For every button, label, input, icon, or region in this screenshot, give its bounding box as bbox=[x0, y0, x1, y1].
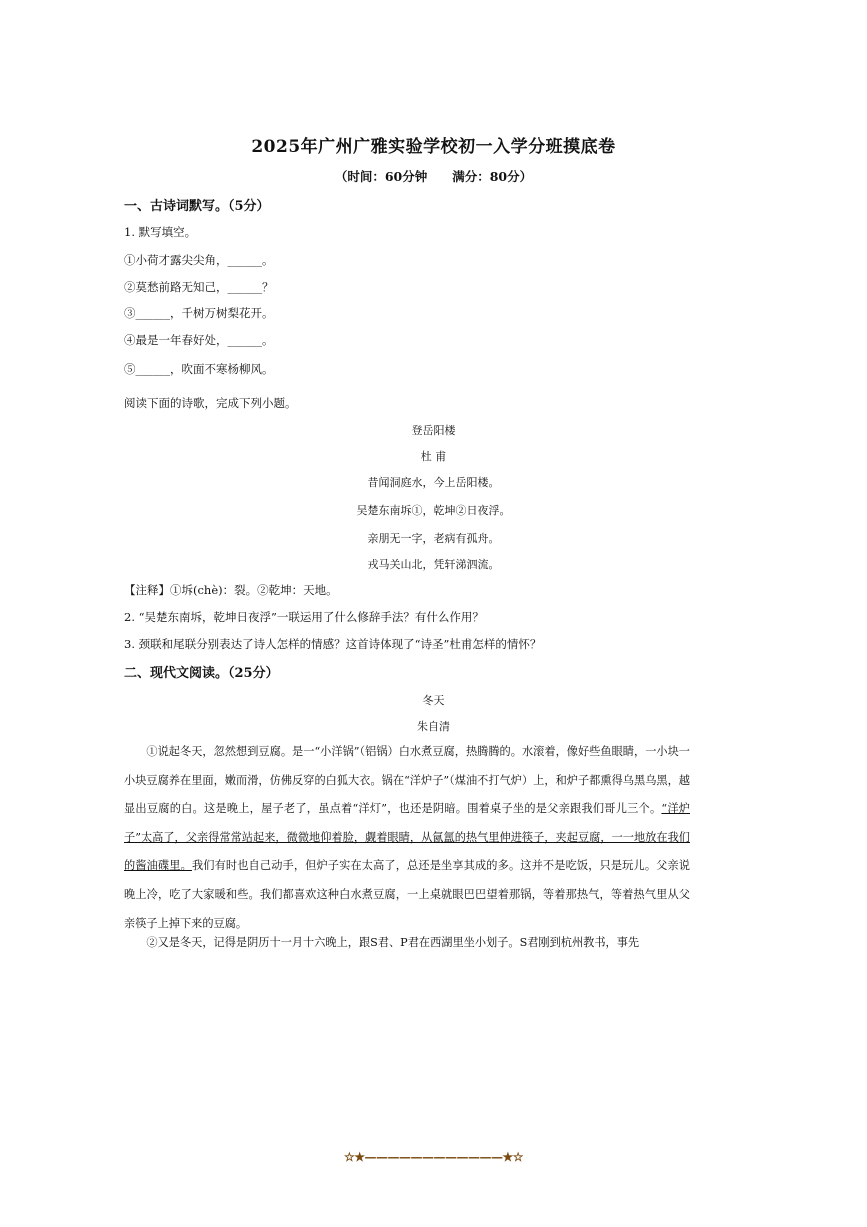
poem-note: 【注释】①坼(chè)：裂。②乾坤：天地。 bbox=[124, 583, 338, 597]
question-2: 2. “吴楚东南坼，乾坤日夜浮”一联运用了什么修辞手法？有什么作用？ bbox=[124, 610, 484, 624]
poem-line: 戎马关山北，凭轩涕泗流。 bbox=[367, 558, 500, 571]
blank-item: ①小荷才露尖尖角，______。 bbox=[124, 253, 274, 267]
poem-line: 吴楚东南坼①，乾坤②日夜浮。 bbox=[356, 504, 511, 517]
poem-line: 昔闻洞庭水，今上岳阳楼。 bbox=[367, 476, 500, 489]
paragraph-text: 我们有时也自己动手，但炉子实在太高了，总还是坐享其成的多。这并不是吃饭，只是玩儿。父亲说晚上冷，吃了大家暖和些。我们都喜欢这种白水煮豆腐，一上桌就眼巴巴望着那锅，等着那热气，等着热气里从父亲筷子上掉下来的豆腐。 bbox=[124, 859, 690, 930]
blank-item: ⑤______，吹面不寒杨柳风。 bbox=[124, 362, 274, 376]
poem-line: 亲朋无一字，老病有孤舟。 bbox=[367, 532, 500, 545]
footer-ornament: ☆★————————————★☆ bbox=[343, 1150, 524, 1164]
reading-instruction: 阅读下面的诗歌，完成下列小题。 bbox=[124, 396, 297, 410]
underlined-sentence: “洋炉子”太高了，父亲得常常站起来，微微地仰着脸，觑着眼睛，从氤氲的热气里伸进筷子，夹起豆腐，一一地放在我们的酱油碟里。 bbox=[124, 802, 690, 873]
exam-info: （时间：60分钟 满分：80分） bbox=[334, 169, 533, 184]
poem-author: 杜 甫 bbox=[420, 450, 447, 463]
essay-title: 冬天 bbox=[422, 694, 445, 707]
question-3: 3. 颈联和尾联分别表达了诗人怎样的情感？这首诗体现了“诗圣”杜甫怎样的情怀？ bbox=[124, 637, 542, 651]
blank-item: ③______，千树万树梨花开。 bbox=[124, 306, 274, 320]
blank-item: ④最是一年春好处，______。 bbox=[124, 333, 274, 347]
section-heading-reading: 二、现代文阅读。（25分） bbox=[124, 666, 279, 681]
question-1-label: 1. 默写填空。 bbox=[124, 225, 197, 239]
section-heading-poetry: 一、古诗词默写。（5分） bbox=[124, 199, 270, 214]
page-title: 2025年广州广雅实验学校初一入学分班摸底卷 bbox=[251, 137, 616, 157]
paragraph-text: ①说起冬天，忽然想到豆腐。是一“小洋锅”（铝锅）白水煮豆腐，热腾腾的。水滚着，像好些鱼眼睛，一小块一小块豆腐养在里面，嫩而滑，仿佛反穿的白狐大衣。锅在“洋炉子”（煤油不打气炉）上，和炉子都熏得乌黑乌黑，越显出豆腐的白。这是晚上，屋子老了，虽点着“洋灯”，也还是阴暗。围着桌子坐的是父亲跟我们哥儿三个。 bbox=[124, 745, 690, 816]
essay-paragraph-1 bbox=[124, 738, 690, 938]
essay-paragraph-2: ②又是冬天，记得是阴历十一月十六晚上，跟S君、P君在西湖里坐小划子。S君刚到杭州教书，事先 bbox=[146, 936, 640, 949]
poem-title: 登岳阳楼 bbox=[411, 424, 456, 437]
blank-item: ②莫愁前路无知己，______？ bbox=[124, 280, 274, 294]
essay-author: 朱自清 bbox=[417, 720, 450, 733]
